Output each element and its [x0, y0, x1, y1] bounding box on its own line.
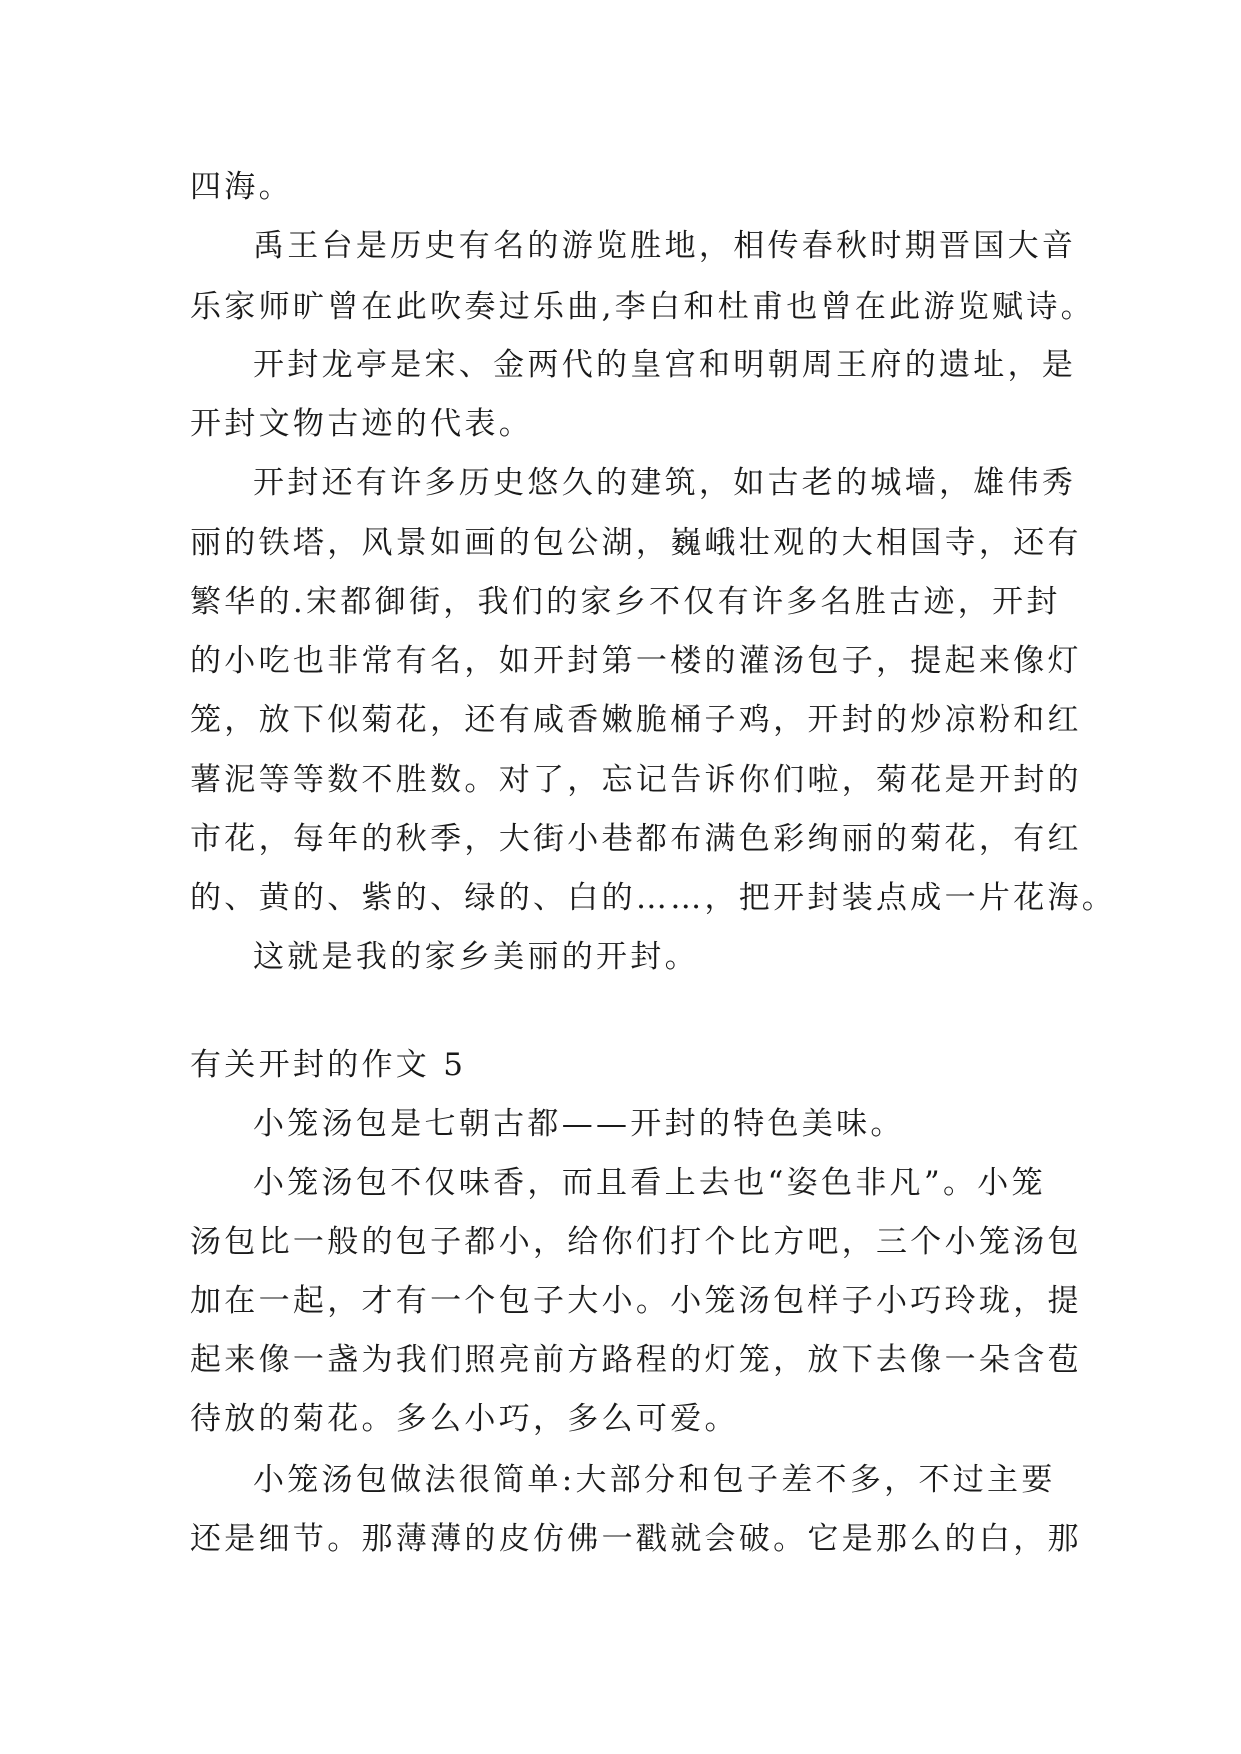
- section-heading: 有关开封的作文 5: [190, 1047, 467, 1083]
- paragraph-line: 小笼汤包做法很简单:大部分和包子差不多，不过主要: [253, 1462, 1056, 1498]
- paragraph-line: 还是细节。那薄薄的皮仿佛一戳就会破。它是那么的白，那: [190, 1521, 1082, 1557]
- paragraph-line: 开封还有许多历史悠久的建筑，如古老的城墙，雄伟秀: [253, 465, 1077, 501]
- paragraph-line: 开封龙亭是宋、金两代的皇宫和明朝周王府的遗址，是: [253, 347, 1077, 383]
- paragraph-line: 这就是我的家乡美丽的开封。: [253, 939, 699, 975]
- paragraph-line: 开封文物古迹的代表。: [190, 406, 533, 442]
- paragraph-line: 禹王台是历史有名的游览胜地，相传春秋时期晋国大音: [253, 228, 1077, 264]
- paragraph-line: 四海。: [190, 169, 293, 205]
- paragraph-line: 的小吃也非常有名，如开封第一楼的灌汤包子，提起来像灯: [190, 643, 1082, 679]
- paragraph-line: 乐家师旷曾在此吹奏过乐曲,李白和杜甫也曾在此游览赋诗。: [190, 289, 1095, 325]
- paragraph-line: 待放的菊花。多么小巧，多么可爱。: [190, 1401, 739, 1437]
- paragraph-line: 笼，放下似菊花，还有咸香嫩脆桶子鸡，开封的炒凉粉和红: [190, 702, 1082, 738]
- paragraph-line: 汤包比一般的包子都小，给你们打个比方吧，三个小笼汤包: [190, 1224, 1082, 1260]
- paragraph-line: 小笼汤包是七朝古都——开封的特色美味。: [253, 1106, 905, 1142]
- paragraph-line: 加在一起，才有一个包子大小。小笼汤包样子小巧玲珑，提: [190, 1283, 1082, 1319]
- paragraph-line: 小笼汤包不仅味香，而且看上去也“姿色非凡”。小笼: [253, 1165, 1046, 1201]
- paragraph-line: 丽的铁塔，风景如画的包公湖，巍峨壮观的大相国寺，还有: [190, 525, 1082, 561]
- paragraph-line: 薯泥等等数不胜数。对了，忘记告诉你们啦，菊花是开封的: [190, 762, 1082, 798]
- paragraph-line: 繁华的.宋都御街，我们的家乡不仅有许多名胜古迹，开封: [190, 584, 1061, 620]
- paragraph-line: 起来像一盏为我们照亮前方路程的灯笼，放下去像一朵含苞: [190, 1342, 1082, 1378]
- paragraph-line: 的、黄的、紫的、绿的、白的……，把开封装点成一片花海。: [190, 880, 1117, 916]
- paragraph-line: 市花，每年的秋季，大街小巷都布满色彩绚丽的菊花，有红: [190, 821, 1082, 857]
